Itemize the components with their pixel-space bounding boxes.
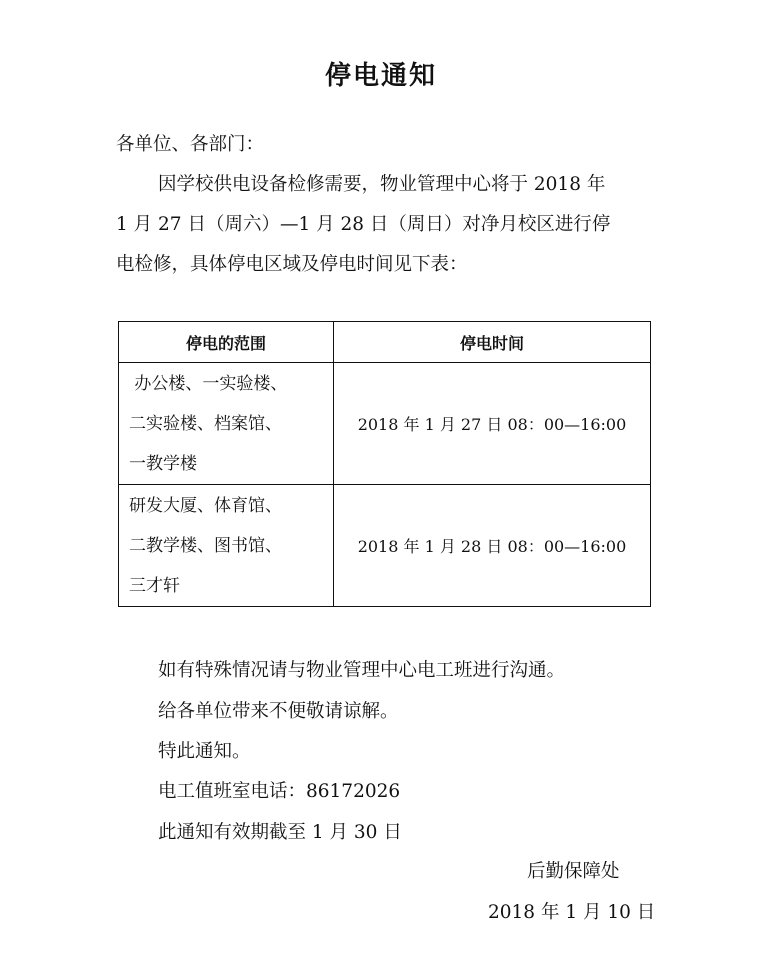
- area-cell: [119, 363, 334, 485]
- signature-date: 2018 年 1 月 10 日: [488, 902, 656, 923]
- phone-line: 电工值班室电话：86172026: [158, 781, 401, 802]
- body-line-2: 1 月 27 日（周六）—1 月 28 日（周日）对净月校区进行停: [116, 214, 611, 235]
- table-header-row: [119, 322, 651, 363]
- notice-title: 停电通知: [324, 61, 437, 91]
- salutation: 各单位、各部门：: [116, 134, 265, 155]
- table-row: [119, 485, 651, 607]
- area-line: 二实验楼、档案馆、: [129, 413, 282, 434]
- time-cell: 2018 年 1 月 28 日 08：00—16:00: [334, 485, 651, 607]
- time-cell: 2018 年 1 月 27 日 08：00—16:00: [334, 363, 651, 485]
- outage-schedule-table: [118, 321, 651, 607]
- closing-line-2: 给各单位带来不便敬请谅解。: [158, 701, 399, 722]
- header-area: 停电的范围: [119, 322, 334, 363]
- header-time: 停电时间: [334, 322, 651, 363]
- validity-line: 此通知有效期截至 1 月 30 日: [158, 822, 402, 843]
- signature-org: 后勤保障处: [527, 861, 620, 882]
- closing-line-3: 特此通知。: [158, 741, 251, 762]
- area-line: 办公楼、一实验楼、: [129, 373, 288, 394]
- area-cell: [119, 485, 334, 607]
- area-line: 一教学楼: [129, 453, 197, 474]
- body-line-3: 电检修，具体停电区域及停电时间见下表：: [116, 254, 468, 275]
- area-line: 二教学楼、图书馆、: [129, 535, 282, 556]
- table-row: [119, 363, 651, 485]
- body-line-1: 因学校供电设备检修需要，物业管理中心将于 2018 年: [158, 174, 606, 195]
- area-line: 研发大厦、体育馆、: [129, 495, 282, 516]
- area-line: 三才轩: [129, 575, 180, 596]
- closing-line-1: 如有特殊情况请与物业管理中心电工班进行沟通。: [158, 660, 566, 681]
